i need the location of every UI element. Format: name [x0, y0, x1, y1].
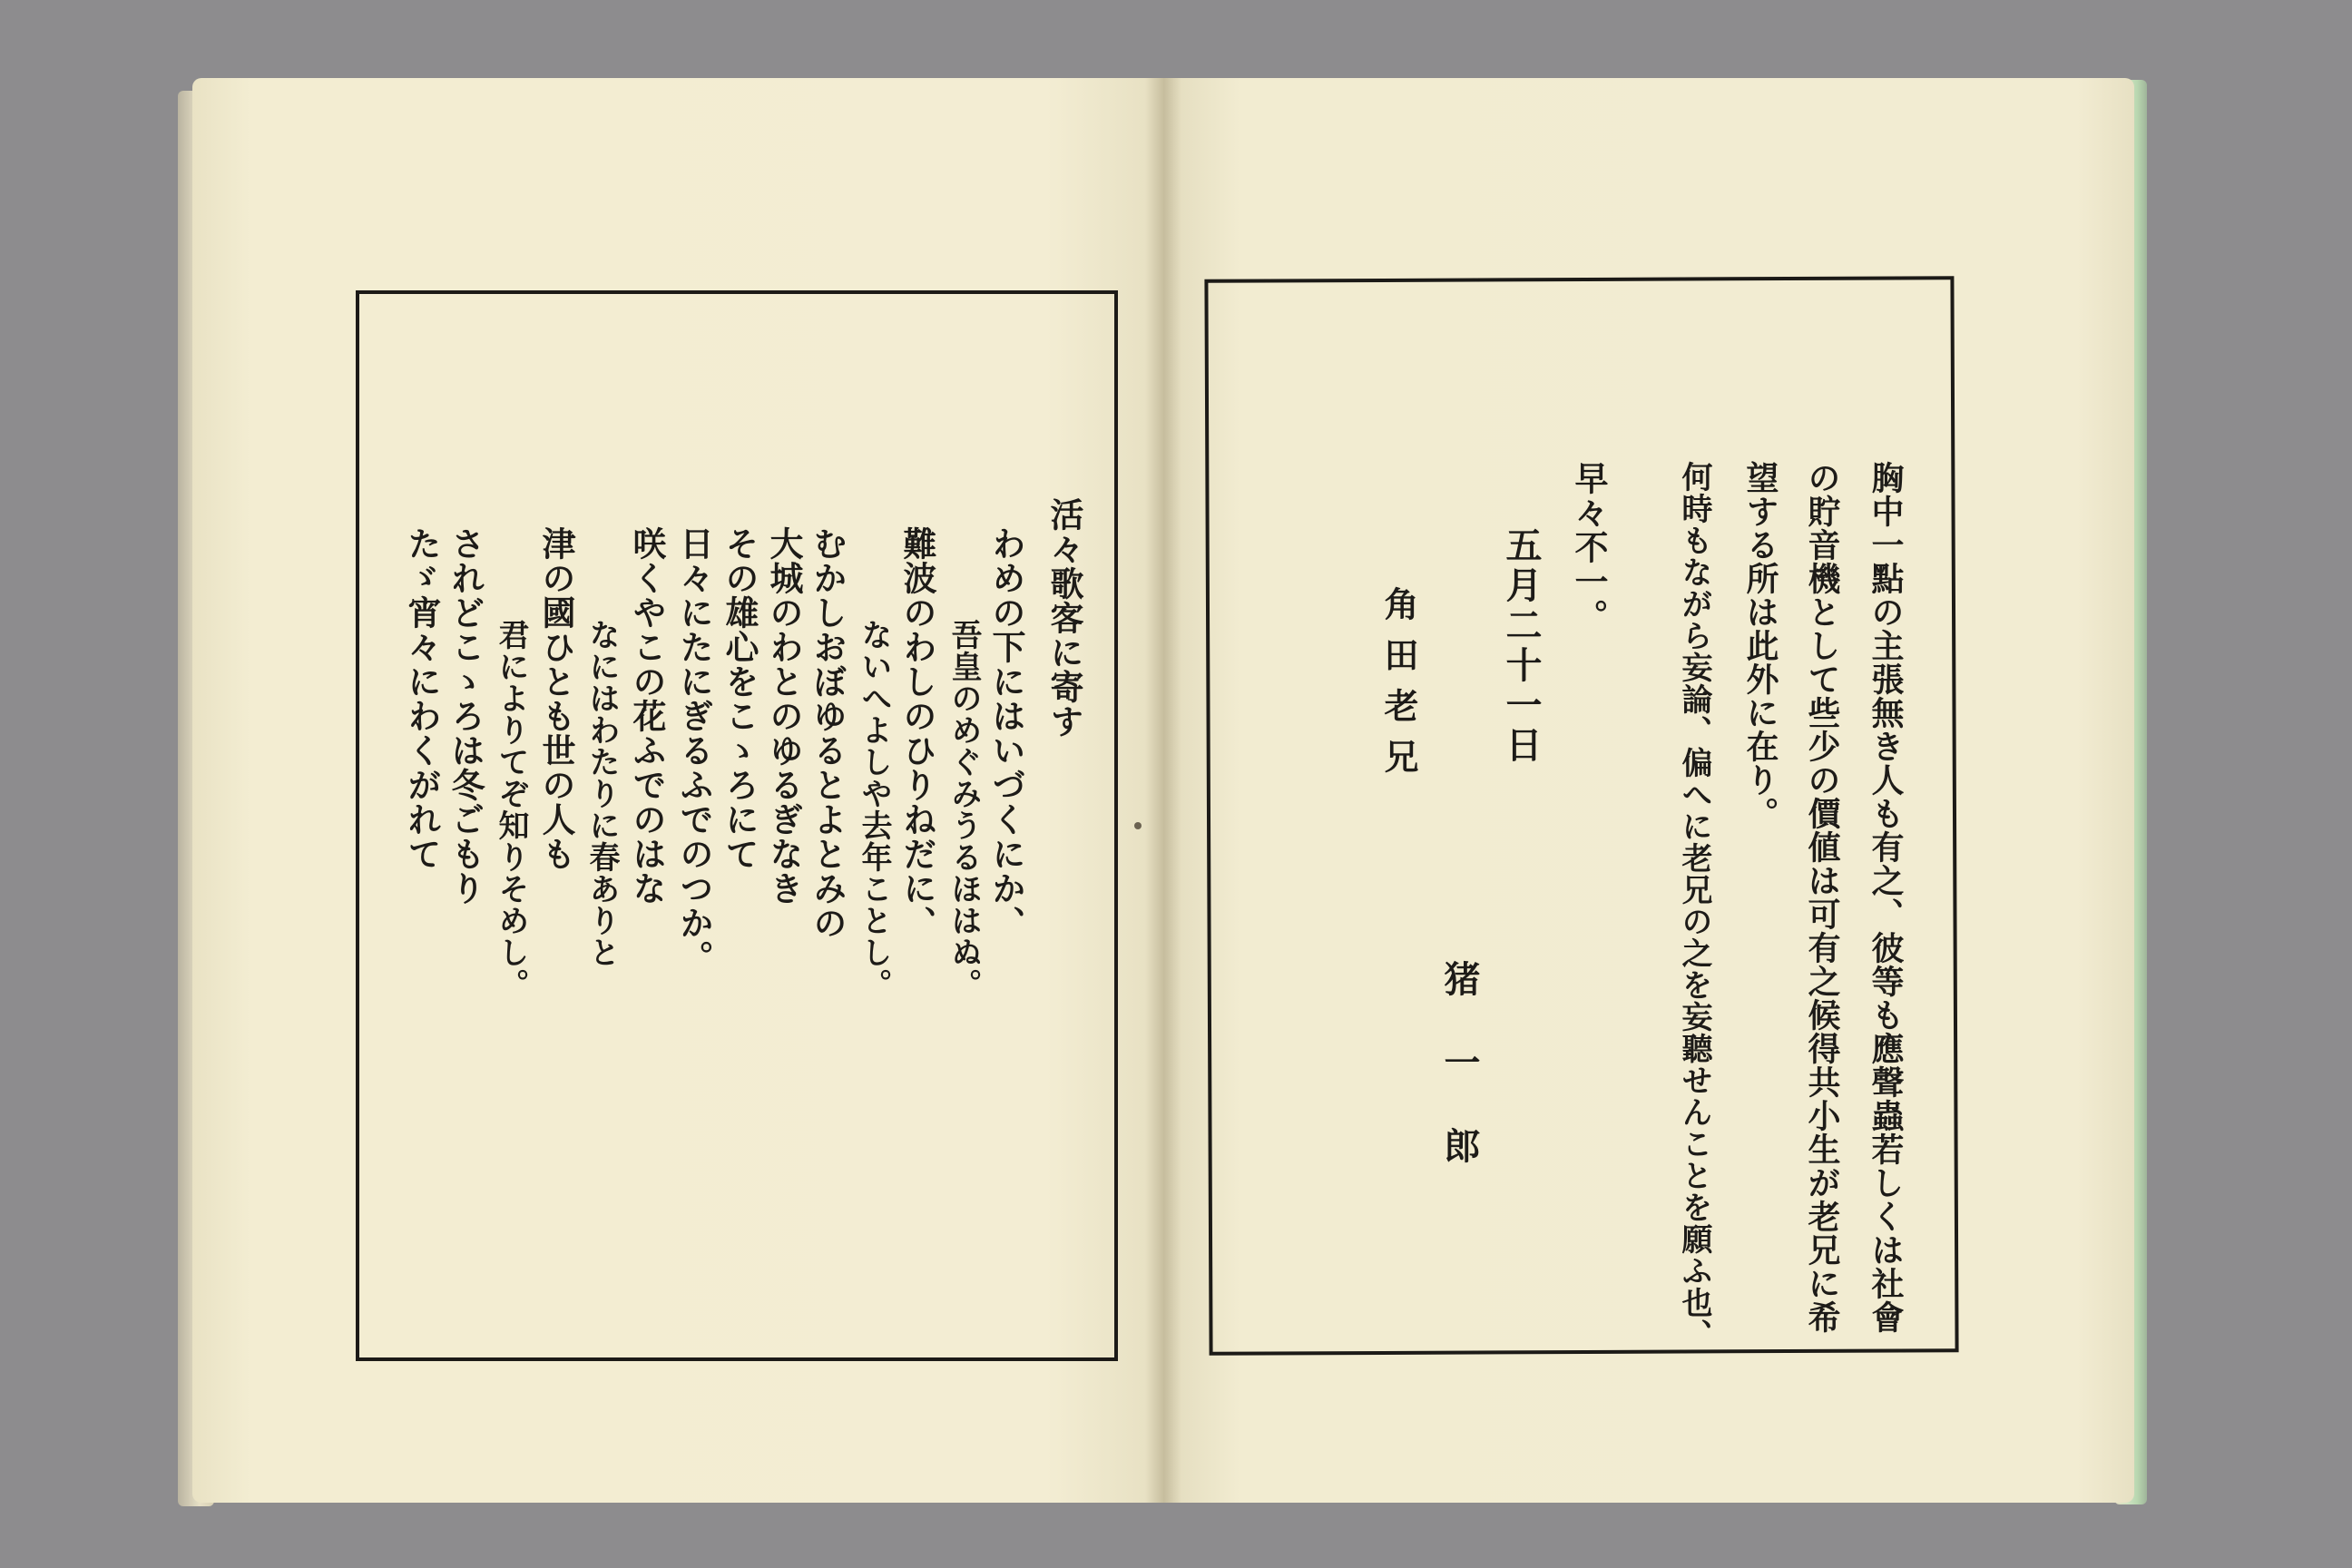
poem-line-7: その雄心をこゝろにて	[720, 526, 760, 871]
poem-line-2: 吾皇のめぐみうるほはぬ。	[946, 619, 982, 1000]
letter-recipient: 角田老兄	[1378, 586, 1419, 789]
poem-line-3: 難波のわしのひりねだに、	[897, 526, 937, 940]
poem-line-4: ないへよしや去年ことし。	[856, 619, 892, 1000]
poem-line-1: わめの下にはいづくにか、	[986, 526, 1026, 940]
letter-line-3: 望する所は此外に在り。	[1741, 461, 1779, 830]
poem-line-5: むかしおぼゆるとよとみの	[808, 526, 848, 940]
poem-line-13: されどこゝろは冬ごもり	[446, 526, 485, 906]
poem-line-11: 津の國ひとも世の人も	[536, 526, 576, 871]
letter-line-2: の貯音機として些少の價値は可有之候得共小生が老兄に希	[1803, 461, 1841, 1334]
page-mark-dot	[1134, 822, 1142, 829]
poem-line-8: 日々にたにぎるふでのつか。	[674, 526, 714, 975]
poem-line-6: 大城のわとのゆるぎなき	[764, 526, 804, 906]
letter-signature: 猪一郎	[1438, 960, 1481, 1210]
letter-date: 五月二十一日	[1500, 526, 1543, 766]
poem-line-12: 君によりてぞ知りそめし。	[493, 619, 529, 1000]
poem-line-14: たゞ宵々にわくがれて	[402, 526, 442, 871]
right-text-frame	[1204, 276, 1958, 1356]
letter-line-4: 何時もながら妄論、偏へに老兄の之を妄聽せんことを願ふ也、	[1676, 461, 1712, 1350]
poem-title: 活々歌客に寄す	[1044, 497, 1084, 739]
letter-line-1: 胸中一點の主張無き人も有之、彼等も應聲蟲若しくは社會	[1867, 461, 1905, 1334]
letter-closing: 早々不一。	[1569, 461, 1609, 633]
poem-line-10: なにはわたりに春ありと	[583, 619, 620, 968]
poem-line-9: 咲くやこの花ふでのはな	[627, 526, 667, 906]
book-gutter	[1145, 78, 1181, 1503]
